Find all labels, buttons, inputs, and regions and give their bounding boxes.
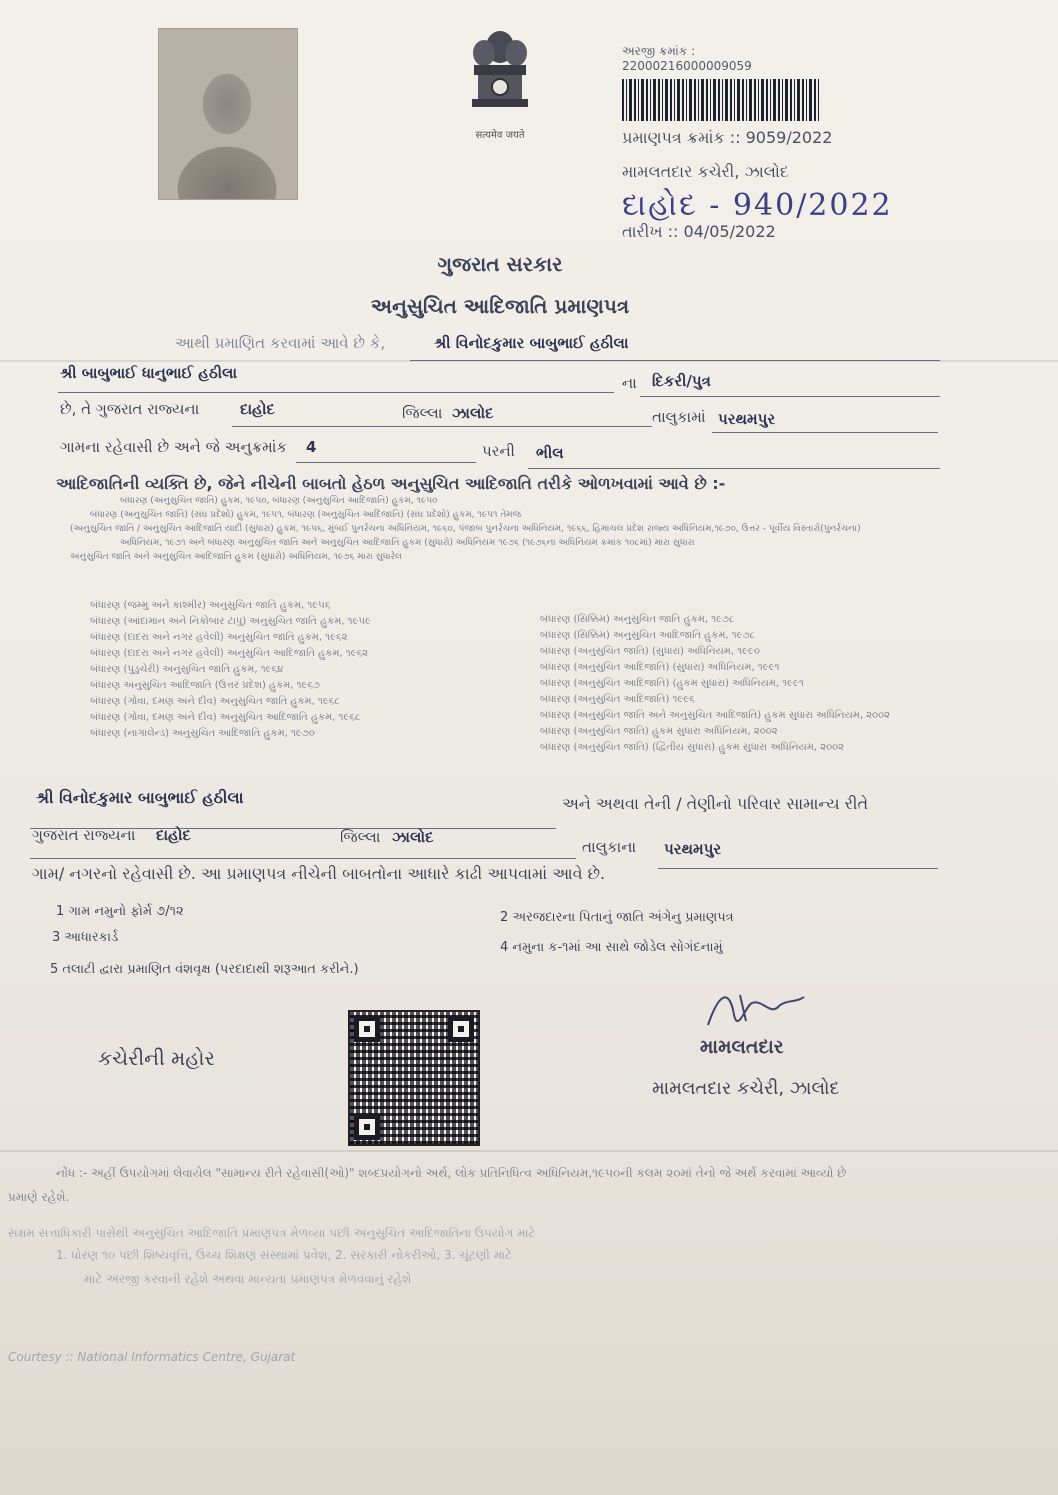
orders-intro-line: અનુસુચિત જાતિ અને અનુસુચિત આદિજાતિ હુકમ (સુધારો) અધિનિયમ, ૧૯૭૬ મારા સુધારેલ: [70, 552, 402, 562]
order-item: બંધારણ (અનુસુચિત આદિજાતિ) ૧૯૯૬: [540, 694, 695, 705]
order-item: બંધારણ (અનુસુચિત જાતિ) હુકમ સુધારા અધિનિયમ, ૨૦૦૨: [540, 726, 778, 737]
underline: [232, 426, 652, 427]
note-line: 1. ધોરણ ૧૦ પછી શિષ્યવૃત્તિ, ઉચ્ચ શિક્ષણ સંસ્થામાં પ્રવેશ, 2. સરકારી નોકરીઓ, 3. ચૂંટણી માટે: [56, 1248, 513, 1262]
barcode: [622, 79, 820, 121]
district-label-2: જિલ્લા: [340, 828, 381, 846]
order-item: બંધારણ (દાદરા અને નગર હવેલી) અનુસુચિત આદિજાતિ હુકમ, ૧૯૬૨: [90, 648, 369, 659]
underline: [640, 396, 940, 397]
order-item: બંધારણ (નાગાલેન્ડ) અનુસુચિત આદિજાતિ હુકમ, ૧૯૭૦: [90, 728, 315, 739]
barcode-block: [622, 44, 822, 121]
serial-suffix: પરની: [482, 442, 515, 460]
handwritten-inward-number: દાહોદ - 940/2022: [622, 188, 893, 223]
applicant-name-repeat: શ્રી વિનોદકુમાર બાબુભાઈ હઠીલા: [36, 788, 244, 807]
note-line: નોંધ :- અહીં ઉપયોગમાં લેવાયેલ "સામાન્ય રીતે રહેવાસી(ઓ)" શબ્દપ્રયોગનો અર્થ, લોક પ્રતિનિધિત્વ અધિનિયમ,૧૯૫૦ની કલમ ૨૦માં તેનો જે અર્થ કરવામાં આવ્યો છે: [56, 1166, 847, 1180]
recognition-line: આદિજાતિની વ્યક્તિ છે, જેને નીચેની બાબતો હેઠળ અનુસુચિત આદિજાતિ તરીકે ઓળખવામાં આવે છે :-: [56, 474, 726, 493]
application-number-line: અરજી ક્રમાંક : 22000216000009059: [622, 44, 752, 73]
national-emblem: [458, 25, 542, 141]
order-item: બંધારણ (અનુસુચિત જાતિ) (દ્વિતીય સુધારા) હુકમ સુધારા અધિનિયમ, ૨૦૦૨: [540, 742, 845, 753]
order-item: બંધારણ (અનુસુચિત આદિજાતિ) (હુકમ સુધારા) અધિનિયમ, ૧૯૯૧: [540, 678, 804, 689]
underline: [58, 392, 614, 393]
paper-fold: [0, 1150, 1058, 1152]
orders-right-column: [540, 612, 940, 756]
district-name-2: દાહોદ: [156, 826, 191, 844]
qr-code: [348, 1010, 480, 1146]
qr-finder: [354, 1114, 380, 1140]
note-line: સક્ષમ સત્તાધિકારી પાસેથી અનુસુચિત આદિજાતિ પ્રમાણપત્ર મેળવ્યા પછી અનુસુચિત આદિજાતિના ઉપયોગ માટે: [8, 1226, 536, 1240]
order-item: બંધારણ (ગોવા, દમણ અને દીવ) અનુસુચિત જાતિ હુકમ, ૧૯૬૮: [90, 696, 340, 707]
issue-date: તારીખ :: 04/05/2022: [622, 222, 776, 241]
basis-line: ગામ/ નગરનો રહેવાસી છે. આ પ્રમાણપત્ર નીચેની બાબતોના આધારે કાઢી આપવામાં આવે છે.: [32, 864, 606, 883]
order-item: બંધારણ અનુસુચિત આદિજાતિ (ઉત્તર પ્રદેશ) હુકમ, ૧૯૬૭: [90, 680, 320, 691]
office-seal-label: કચેરીની મહોર: [98, 1046, 215, 1070]
underline: [712, 432, 938, 433]
relation: દિકરી/પુત્ર: [652, 372, 711, 390]
applicant-photo: [158, 28, 298, 200]
order-item: બંધારણ (સિક્કિમ) અનુસુચિત આદિજાતિ હુકમ, ૧૯૭૮: [540, 630, 756, 641]
note-line: પ્રમાણે રહેશે.: [8, 1190, 70, 1204]
orders-intro-line: અધિનિયમ, ૧૯૭૧ અને બંધારણ અનુસુચિત જાતિ અને અનુસુચિત આદિજાતિ હુકમ (સુધારો) અધિનિયમ ૧૯૭૬ (૧૯૭૬ના અધિનિયમ ક્રમાંક ૧૦૮માં) મારા સુધારા: [120, 538, 695, 548]
district-label: જિલ્લા: [402, 404, 443, 422]
document-item: 3 આધારકાર્ડ: [52, 930, 119, 945]
courtesy-line: Courtesy :: National Informatics Centre, Gujarat: [8, 1350, 296, 1364]
state-text: છે, તે ગુજરાત રાજ્યના: [60, 400, 200, 418]
order-item: બંધારણ (ગોવા, દમણ અને દીવ) અનુસુચિત આદિજાતિ હુકમ, ૧૯૬૮: [90, 712, 361, 723]
underline: [30, 858, 576, 859]
document-item: 5 તલાટી દ્વારા પ્રમાણિત વંશવૃક્ષ (પરદાદાથી શરૂઆત કરીને.): [50, 962, 359, 977]
order-item: બંધારણ (અનુસુચિત જાતિ) (સુધારા) અધિનિયમ, ૧૯૯૦: [540, 646, 760, 657]
certificate-number: પ્રમાણપત્ર ક્રમાંક :: 9059/2022: [622, 128, 833, 147]
orders-intro-line: (અનુસુચિત જાતિ / અનુસુચિત આદિજાતિ યાદી (સુધારા) હુકમ, ૧૯૫૬, મુંબઈ પુનર્રચના અધિનિયમ, ૧૯૬૦, પંજાબ પુનર્રચના અધિનિયમ, ૧૯૬૬, હિમાચલ પ્રદેશ રાજ્ય અધિનિયમ,૧૯૭૦, ઉત્તર - પૂર્વીય વિસ્તારો(પુનર્રચના): [70, 524, 861, 534]
taluka-label-2: તાલુકાના: [582, 838, 637, 856]
state-text-2: ગુજરાત રાજ્યના: [32, 826, 136, 844]
order-item: બંધારણ (અનુસુચિત જાતિ અને અનુસુચિત આદિજાતિ) હુકમ સુધારા અધિનિયમ, ૨૦૦૨: [540, 710, 890, 721]
issuing-office: મામલતદાર કચેરી, ઝાલોદ: [622, 162, 789, 181]
order-item: બંધારણ (દાદરા અને નગર હવેલી) અનુસુચિત જાતિ હુકમ, ૧૯૬૨: [90, 632, 348, 643]
district-name: દાહોદ: [240, 400, 275, 418]
orders-intro: [70, 494, 950, 564]
application-number-label: અરજી ક્રમાંક: [622, 44, 688, 58]
taluka-name-2: ઝાલોદ: [392, 828, 434, 846]
designation: મામલતદાર: [700, 1036, 784, 1058]
serial-text: ગામના રહેવાસી છે અને જે અનુક્રમાંક: [60, 438, 288, 456]
applicant-name: શ્રી વિનોદકુમાર બાબુભાઈ હઠીલા: [434, 334, 629, 352]
village-name-2: પરથમપુર: [664, 840, 722, 858]
of-label: ના: [622, 374, 637, 392]
orders-intro-line: બંધારણ (અનુસુચિત જાતિ) (સંઘ પ્રદેશો) હુકમ, ૧૯૫૧, બંધારણ (અનુસુચિત આદિજાતિ) (સંઘ પ્રદેશો) હુકમ, ૧૯૫૧ તેમજ: [90, 510, 522, 520]
taluka-name: ઝાલોદ: [452, 404, 494, 422]
document-item: 2 અરજદારના પિતાનું જાતિ અંગેનુ પ્રમાણપત્ર: [500, 910, 734, 925]
underline: [410, 360, 940, 361]
document-item: 4 નમુના ક-૧માં આ સાથે જોડેલ સોગંદનામું: [500, 940, 723, 955]
taluka-label: તાલુકામાં: [652, 408, 706, 426]
qr-finder: [448, 1016, 474, 1042]
serial-number: 4: [306, 438, 317, 456]
underline: [658, 868, 938, 869]
issuing-office-seal: મામલતદાર કચેરી, ઝાલોદ: [652, 1078, 840, 1099]
order-item: બંધારણ (આંદામાન અને નિકોબાર ટાપુ) અનુસુચિત જાતિ હુકમ, ૧૯૫૯: [90, 616, 371, 627]
underline: [528, 468, 940, 469]
underline: [296, 462, 476, 463]
certify-text: આથી પ્રમાણિત કરવામાં આવે છે કે,: [175, 334, 386, 352]
order-item: બંધારણ (અનુસુચિત આદિજાતિ) (સુધારા) અધિનિયમ, ૧૯૯૧: [540, 662, 780, 673]
order-item: બંધારણ (જમ્મુ અને કાશ્મીર) અનુસુચિત જાતિ હુકમ, ૧૯૫૬: [90, 600, 331, 611]
tribe-name: ભીલ: [536, 444, 564, 462]
order-item: બંધારણ (પુડુચેરી) અનુસુચિત જાતિ હુકમ, ૧૯૬૪: [90, 664, 284, 675]
village-name: પરથમપુર: [718, 410, 776, 428]
order-item: બંધારણ (સિક્કિમ) અનુસુચિત જાતિ હુકમ, ૧૯૭૮: [540, 614, 735, 625]
note-line: માટે અરજી કરવાની રહેશે અથવા માન્યતા પ્રમાણપત્ર મેળવવાનું રહેશે: [84, 1272, 412, 1286]
signature: [700, 985, 810, 1035]
qr-finder: [354, 1016, 380, 1042]
certificate-title: અનુસુચિત આદિજાતિ પ્રમાણપત્ર: [370, 294, 630, 318]
emblem-caption: सत्यमेव जयते: [475, 130, 525, 141]
government-title: ગુજરાત સરકાર: [437, 252, 563, 276]
orders-left-column: [90, 598, 510, 742]
orders-intro-line: બંધારણ (અનુસુચિત જાતિ) હુકમ, ૧૯૫૦, બંધારણ (અનુસુચિત આદિજાતિ) હુકમ, ૧૯૫૦: [120, 496, 438, 506]
application-number: 22000216000009059: [622, 59, 752, 73]
family-text: અને અથવા તેની / તેણીનો પરિવાર સામાન્ય રીતે: [562, 794, 869, 813]
document-item: 1 ગામ નમુનો ફોર્મ ૭/૧૨: [56, 904, 184, 919]
father-name: શ્રી બાબુભાઈ ધાનુભાઈ હઠીલા: [60, 364, 238, 382]
